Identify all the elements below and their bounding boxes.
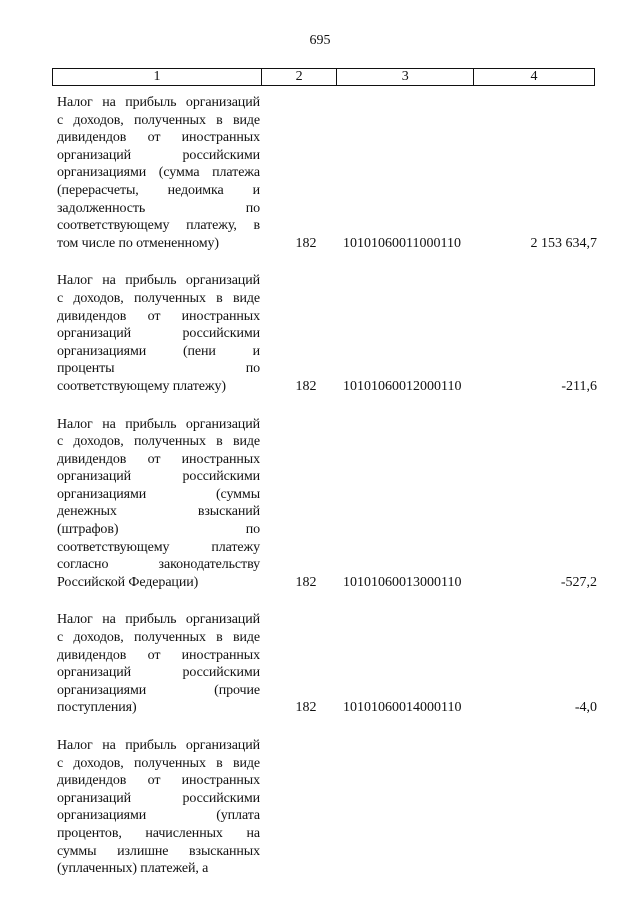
table-row xyxy=(57,737,597,878)
description-line: поступления) xyxy=(57,700,137,716)
description-line: дивидендов от иностранных xyxy=(57,130,260,146)
description-line: (уплаченных) платежей, а xyxy=(57,861,209,877)
description-line: организаций российскими xyxy=(57,147,260,163)
admin-code-cell: 182 xyxy=(295,235,317,251)
description-line: проценты по xyxy=(57,361,260,377)
table-body xyxy=(57,94,597,898)
description-line: с доходов, полученных в виде xyxy=(57,112,260,128)
description-line: суммы излишне взысканных xyxy=(57,843,260,859)
description-line: (перерасчеты, недоимка и xyxy=(57,182,260,198)
admin-code-cell: 182 xyxy=(295,378,317,394)
budget-code-cell: 10101060011000110 xyxy=(343,235,461,251)
table-row xyxy=(57,611,597,717)
description-line: денежных взысканий xyxy=(57,504,260,520)
description-line: Налог на прибыль организаций xyxy=(57,416,260,432)
row-description xyxy=(57,737,260,878)
row-description xyxy=(57,272,260,395)
column-header-table xyxy=(52,68,595,86)
budget-code-cell: 10101060012000110 xyxy=(343,378,462,394)
description-line: дивидендов от иностранных xyxy=(57,773,260,789)
amount-cell: -211,6 xyxy=(561,378,597,394)
column-header-4: 4 xyxy=(474,69,595,86)
description-line: Налог на прибыль организаций xyxy=(57,95,260,110)
description-line: организациями (уплата xyxy=(57,808,260,824)
description-line: (штрафов) по xyxy=(57,522,260,538)
description-line: дивидендов от иностранных xyxy=(57,308,260,324)
row-description xyxy=(57,416,260,592)
description-line: Налог на прибыль организаций xyxy=(57,273,260,289)
description-line: с доходов, полученных в виде xyxy=(57,290,260,306)
admin-code-cell: 182 xyxy=(295,700,317,716)
row-description xyxy=(57,94,260,252)
column-header-1: 1 xyxy=(53,69,262,86)
description-line: Российской Федерации) xyxy=(57,574,199,590)
table-row xyxy=(57,272,597,395)
budget-code-cell: 10101060014000110 xyxy=(343,700,462,716)
description-line: организациями (суммы xyxy=(57,486,260,502)
amount-cell: -527,2 xyxy=(560,574,597,590)
amount-cell: 2 153 634,7 xyxy=(530,235,597,251)
description-line: соответствующему платежу xyxy=(57,539,260,555)
description-line: дивидендов от иностранных xyxy=(57,647,260,663)
description-line: соответствующему платежу, в xyxy=(57,218,260,234)
table-row xyxy=(57,94,597,252)
page-number: 695 xyxy=(309,33,331,48)
description-line: задолженность по xyxy=(57,200,260,216)
description-line: организациями (сумма платежа xyxy=(57,165,260,181)
description-line: Налог на прибыль организаций xyxy=(57,612,260,628)
description-line: дивидендов от иностранных xyxy=(57,451,260,467)
description-line: с доходов, полученных в виде xyxy=(57,434,260,450)
column-header-3: 3 xyxy=(337,69,474,86)
description-line: согласно законодательству xyxy=(57,557,260,573)
description-line: том числе по отмененному) xyxy=(57,235,219,251)
description-line: организациями (прочие xyxy=(57,682,260,698)
budget-code-cell: 10101060013000110 xyxy=(343,574,462,590)
description-line: соответствующему платежу) xyxy=(57,378,226,394)
column-header-2: 2 xyxy=(262,69,337,86)
description-line: с доходов, полученных в виде xyxy=(57,755,260,771)
description-line: организаций российскими xyxy=(57,469,260,485)
amount-cell: -4,0 xyxy=(574,700,597,716)
table-row xyxy=(57,416,597,592)
description-line: организаций российскими xyxy=(57,790,260,806)
description-line: процентов, начисленных на xyxy=(57,825,260,841)
admin-code-cell: 182 xyxy=(295,574,317,590)
description-line: Налог на прибыль организаций xyxy=(57,738,260,753)
description-line: с доходов, полученных в виде xyxy=(57,630,260,646)
row-description xyxy=(57,611,260,717)
description-line: организациями (пени и xyxy=(57,343,260,359)
description-line: организаций российскими xyxy=(57,665,260,681)
description-line: организаций российскими xyxy=(57,326,260,342)
